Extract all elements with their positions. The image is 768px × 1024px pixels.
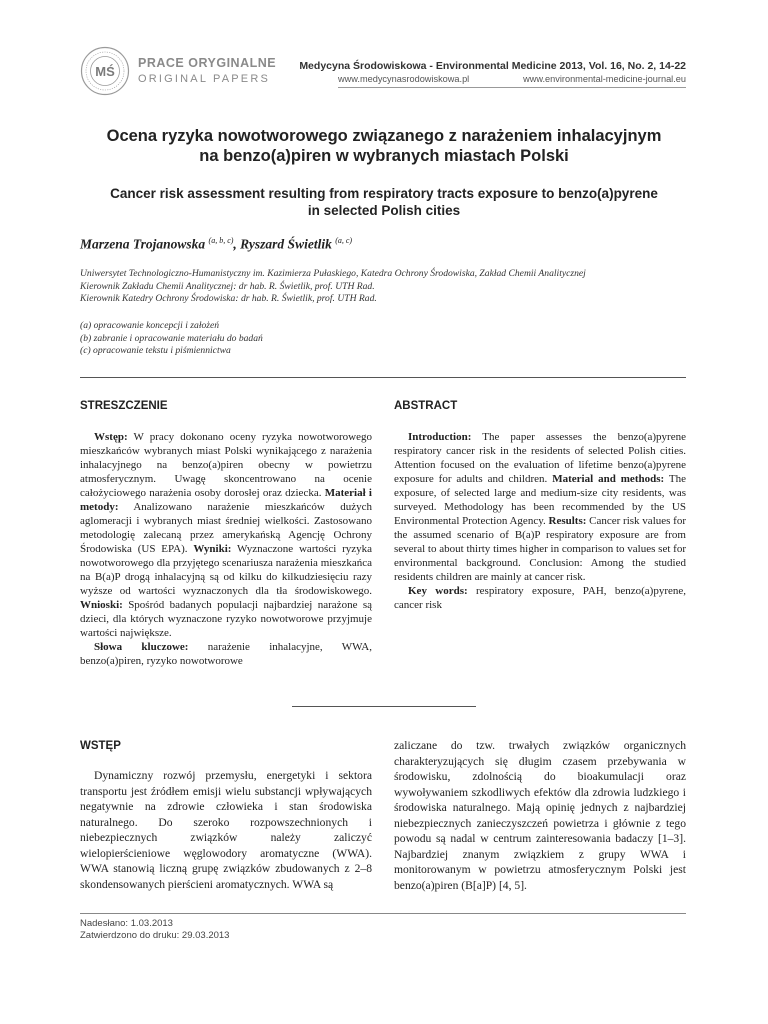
section-divider — [80, 377, 686, 378]
author-affiliation-marks: (a, c) — [335, 236, 353, 245]
abstract-body — [394, 430, 686, 612]
methods-text: The exposure, of selected large and medium-size city residents, was surveyed. Methodology has been recommended by the US Environmental Protection Agency. — [394, 473, 687, 527]
affiliations — [80, 268, 690, 306]
results-label: Results: — [548, 515, 587, 527]
conclusions-text: Spośród badanych populacji najbardziej narażone są dzieci, dla których wyznaczone ryzyko nowotworowe przyjmuje wartości największe. — [80, 599, 372, 639]
footer-dates — [80, 918, 229, 942]
abstract-heading: ABSTRACT — [394, 400, 458, 412]
journal-logo — [80, 46, 277, 96]
keywords-text: respiratory exposure, PAH, benzo(a)pyrene, cancer risk — [394, 585, 686, 611]
accepted-date: Zatwierdzono do druku: 29.03.2013 — [80, 930, 230, 941]
logo-label-en: ORIGINAL PAPERS — [138, 73, 271, 85]
methods-text: Analizowano narażenie mieszkańców dużych aglomeracji i wybranych miast średniej wielkości. Zastosowano metodologię zalecaną przez amerykańską Agencję Ochrony Środowiska (US EPA). — [80, 501, 372, 555]
abstract-end-divider — [292, 706, 476, 707]
wstep-paragraph: Dynamiczny rozwój przemysłu, energetyki i sektora transportu jest źródłem emisji wielu substancji wpływających negatywnie na zdrowie człowieka i stan środowiska naturalnego. Do szeroko rozpowszechnionych i niebezpiecznych związków należy zaliczyć wielopierścieniowe węglowodory aromatyczne (WWA). WWA stanowią liczną grupę związków zbudowanych z 2–8 skondensowanych pierścieni aromatycznych. WWA są — [80, 769, 372, 891]
affiliation-line: Uniwersytet Technologiczno-Humanistyczny im. Kazimierza Pułaskiego, Katedra Ochrony Środowiska, Zakład Chemii Analitycznej — [80, 268, 586, 279]
author-list — [80, 236, 352, 253]
results-text: Wyznaczone wartości ryzyka nowotworowego dla przyjętego scenariusza narażenia mieszkańca na B(a)P drogą inhalacyjną są od kilku do kilkudziesięciu razy wyższe od wartości wyznaczonych dla tła środowiskowego. — [80, 543, 372, 597]
author-affiliation-marks: (a, b, c) — [208, 236, 234, 245]
methods-label: Materiał i metody: — [80, 487, 372, 513]
wstep-left-column — [80, 768, 372, 892]
role-line: (b) zabranie i opracowanie materiału do badań — [80, 332, 263, 344]
streszczenie-body — [80, 430, 372, 668]
contribution-roles — [80, 320, 690, 358]
wstep-paragraph: zaliczane do tzw. trwałych związków organicznych charakteryzujących się długim czasem przebywania w środowisku, zdolnością do bioakumulacji oraz wywoływaniem szkodliwych efektów dla zdrowia ludzkiego i środowiska naturalnego. Mają opinię jednych z najbardziej niebezpiecznych zanieczyszczeń powietrza i głównie z tego powodu są nadal w centrum zainteresowania badaczy [1–3]. Najbardziej znanym związkiem z grupy WWA i monitorowanym w powietrzu atmosferycznym Polski jest benzo(a)piren (B[a]P) [4, 5]. — [394, 739, 686, 892]
keywords-text: narażenie inhalacyjne, WWA, benzo(a)piren, ryzyko nowotworowe — [80, 641, 372, 667]
intro-label: Wstęp: — [94, 431, 128, 443]
logo-label-pl: PRACE ORYGINALNE — [138, 56, 277, 70]
results-text: Cancer risk values for the assumed scenario of B(a)P respiratory exposure are from several to about thirty times higher in comparison to values set for environmental background. Conclusion: Among the studied residents children are mainly at cancer risk. — [394, 515, 686, 583]
keywords-label: Key words: — [408, 585, 468, 597]
received-date: Nadesłano: 1.03.2013 — [80, 918, 173, 929]
url-en[interactable]: www.environmental-medicine-journal.eu — [523, 74, 686, 84]
wstep-right-column — [394, 738, 686, 893]
intro-text: W pracy dokonano oceny ryzyka nowotworowego mieszkańców wybranych miast Polski wynikającego z narażenia inhalacyjnego na benzo(a)piren obecny w powietrzu atmosferycznym. Uwagę skoncentrowano na ocenie całożyciowego narażenia osoby dorosłej oraz dziecka. — [80, 431, 372, 499]
title-english-line: in selected Polish cities — [307, 203, 461, 218]
intro-text: The paper assesses the benzo(a)pyrene respiratory cancer risk in the residents of selected Polish cities. Attention focused on the evaluation of lifetime benzo(a)pyrene exposure for adults and children. — [394, 431, 686, 485]
author-name: Ryszard Świetlik — [240, 236, 332, 252]
logo-monogram: MŚ — [95, 64, 115, 79]
header-divider — [338, 87, 686, 88]
results-label: Wyniki: — [193, 543, 232, 555]
author-separator: , — [233, 236, 241, 252]
journal-seal-icon — [80, 46, 130, 96]
role-line: (a) opracowanie koncepcji i założeń — [80, 320, 220, 331]
title-english-line: Cancer risk assessment resulting from respiratory tracts exposure to benzo(a)pyrene — [110, 186, 658, 201]
journal-citation: Medycyna Środowiskowa - Environmental Medicine 2013, Vol. 16, No. 2, 14-22 — [299, 60, 686, 72]
footer-divider — [80, 913, 686, 914]
title-polish-line: Ocena ryzyka nowotworowego związanego z narażeniem inhalacyjnym — [106, 127, 662, 145]
methods-label: Material and methods: — [552, 473, 665, 485]
url-pl[interactable]: www.medycynasrodowiskowa.pl — [338, 74, 470, 84]
conclusions-label: Wnioski: — [80, 599, 123, 611]
title-english — [80, 185, 688, 219]
title-polish-line: na benzo(a)piren w wybranych miastach Polski — [199, 147, 569, 165]
title-polish — [80, 126, 688, 166]
affiliation-line: Kierownik Katedry Ochrony Środowiska: dr hab. R. Świetlik, prof. UTH Rad. — [80, 293, 377, 304]
author-name: Marzena Trojanowska — [80, 236, 206, 252]
role-line: (c) opracowanie tekstu i piśmiennictwa — [80, 345, 231, 356]
streszczenie-heading: STRESZCZENIE — [80, 400, 168, 412]
wstep-heading: WSTĘP — [80, 740, 121, 752]
affiliation-line: Kierownik Zakładu Chemii Analitycznej: dr hab. R. Świetlik, prof. UTH Rad. — [80, 280, 375, 292]
keywords-label: Słowa kluczowe: — [94, 641, 189, 653]
intro-label: Introduction: — [408, 431, 472, 443]
